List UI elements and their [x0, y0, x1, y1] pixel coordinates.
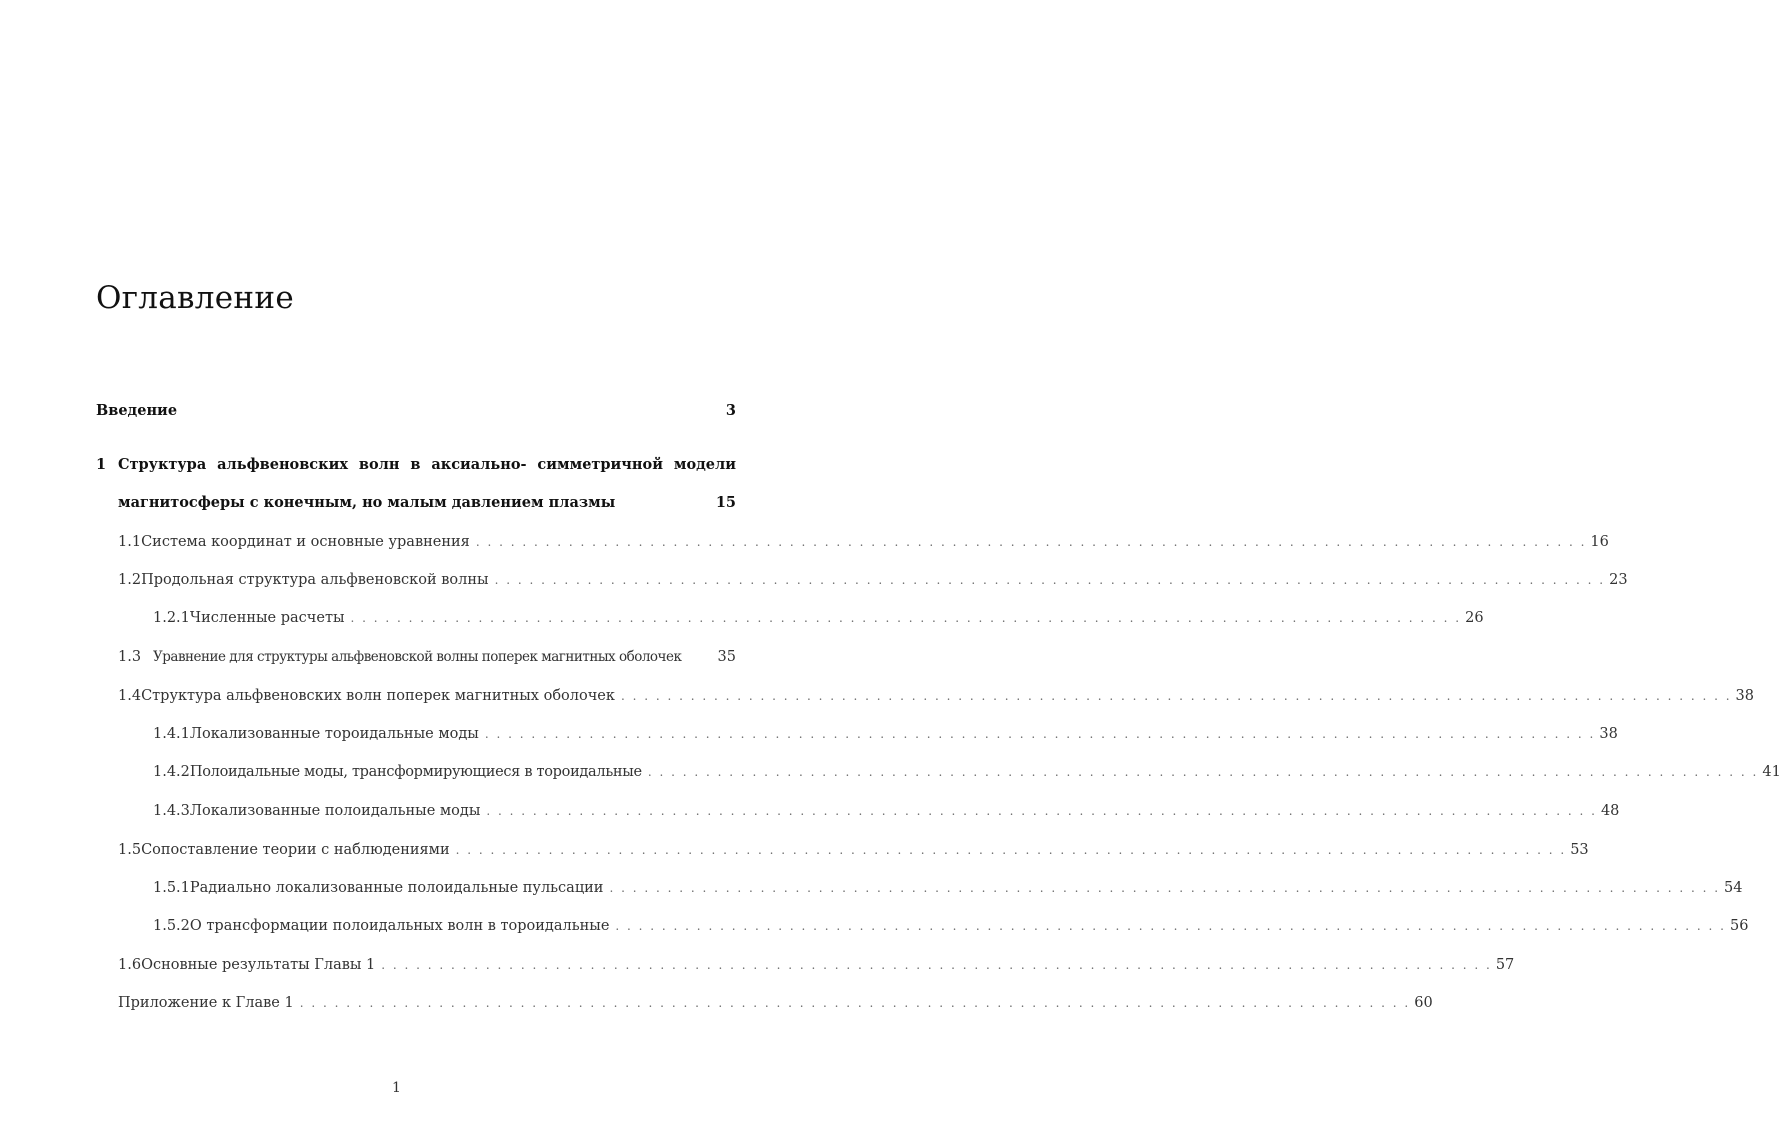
toc-entry-page: 53 — [1570, 842, 1589, 858]
toc-entry-1-5-1[interactable] — [153, 880, 1743, 896]
toc-leader-dots — [615, 919, 1726, 933]
toc-entry-1-5-2[interactable] — [153, 918, 1749, 934]
toc-leader-dots — [621, 689, 1732, 703]
chapter-title-line1: Структура альфвеновских волн в аксиально- симметричной модели — [118, 456, 736, 473]
toc-entry-number: 1.1 — [118, 534, 142, 550]
toc-entry-page: 16 — [1590, 534, 1609, 550]
toc-entry-page: 38 — [1735, 688, 1754, 704]
toc-leader-dots — [476, 535, 1587, 549]
toc-entry-title: Полоидальные моды, трансформирующиеся в тороидальные — [189, 764, 642, 780]
toc-leader-dots — [486, 804, 1597, 818]
toc-intro[interactable] — [96, 402, 736, 419]
toc-appendix-page: 60 — [1414, 995, 1433, 1011]
toc-leader-dots — [648, 765, 1759, 779]
toc-leader-dots — [351, 611, 1462, 625]
toc-entry-page: 56 — [1729, 918, 1749, 934]
toc-entry-page: 26 — [1465, 610, 1484, 626]
toc-entry-1-4-1[interactable] — [153, 726, 1618, 742]
toc-leader-dots — [381, 958, 1492, 972]
toc-entry-title: Структура альфвеновских волн поперек магнитных оболочек — [141, 688, 615, 704]
toc-entry-page: 41 — [1762, 764, 1781, 780]
toc-leader-dots — [485, 727, 1596, 741]
toc-entry-number: 1.3 — [118, 649, 142, 665]
toc-entry-number: 1.4 — [118, 688, 142, 704]
toc-entry-page: 54 — [1724, 880, 1743, 896]
toc-leader-dots — [495, 573, 1606, 587]
toc-entry-number: 1.6 — [118, 957, 142, 973]
toc-entry-1-5[interactable] — [118, 842, 1589, 858]
toc-entry-1-4-2[interactable] — [153, 764, 1781, 780]
toc-entry-title: Локализованные тороидальные моды — [189, 726, 479, 742]
toc-entry-number: 1.4.1 — [153, 726, 190, 742]
toc-entry-title: Продольная структура альфвеновской волны — [141, 572, 489, 588]
toc-entry-title: Уравнение для структуры альфвеновской волны поперек магнитных оболочек — [153, 649, 682, 665]
toc-entry-1-4[interactable] — [118, 688, 1754, 704]
toc-entry-page: 23 — [1609, 572, 1628, 588]
toc-entry-1-6[interactable] — [118, 957, 1515, 973]
toc-entry-title: Основные результаты Главы 1 — [141, 957, 376, 973]
page-title: Оглавление — [96, 280, 294, 316]
toc-chapter-1[interactable] — [96, 456, 736, 511]
toc-entry-1-2-1[interactable] — [153, 610, 1484, 626]
toc-entry-number: 1.4.3 — [153, 803, 190, 819]
toc-entry-title: Сопоставление теории с наблюдениями — [141, 842, 450, 858]
toc-leader-dots — [456, 843, 1567, 857]
toc-entry-page: 48 — [1600, 803, 1620, 819]
toc-entry-title: Система координат и основные уравнения — [141, 534, 470, 550]
toc-entry-page: 35 — [717, 649, 736, 665]
toc-entry-number: 1.5.1 — [153, 880, 190, 896]
toc-intro-title: Введение — [96, 402, 178, 419]
toc-appendix-title: Приложение к Главе 1 — [118, 995, 294, 1011]
chapter-title-line2: магнитосферы с конечным, но малым давлением плазмы — [118, 494, 616, 511]
toc-leader-dots — [609, 881, 1720, 895]
toc-entry-title: Локализованные полоидальные моды — [189, 803, 481, 819]
toc-entry-title: Радиально локализованные полоидальные пульсации — [189, 880, 604, 896]
toc-entry-number: 1.5 — [118, 842, 142, 858]
toc-entry-number: 1.4.2 — [153, 764, 190, 780]
chapter-page: 15 — [715, 494, 736, 511]
toc-intro-page: 3 — [725, 402, 736, 419]
toc-appendix[interactable] — [118, 995, 1433, 1011]
toc-entry-page: 38 — [1599, 726, 1618, 742]
toc-entry-1-1[interactable] — [118, 534, 1609, 550]
toc-entry-number: 1.5.2 — [153, 918, 190, 934]
page-number: 1 — [392, 1080, 401, 1096]
toc-entry-1-3[interactable] — [118, 649, 736, 665]
toc-entry-page: 57 — [1495, 957, 1515, 973]
toc-entry-number: 1.2 — [118, 572, 142, 588]
chapter-number: 1 — [96, 456, 107, 473]
toc-entry-title: О трансформации полоидальных волн в тороидальные — [189, 918, 610, 934]
toc-entry-1-2[interactable] — [118, 572, 1628, 588]
toc-entry-1-4-3[interactable] — [153, 803, 1620, 819]
toc-leader-dots — [300, 996, 1411, 1010]
toc-entry-number: 1.2.1 — [153, 610, 190, 626]
toc-entry-title: Численные расчеты — [189, 610, 345, 626]
